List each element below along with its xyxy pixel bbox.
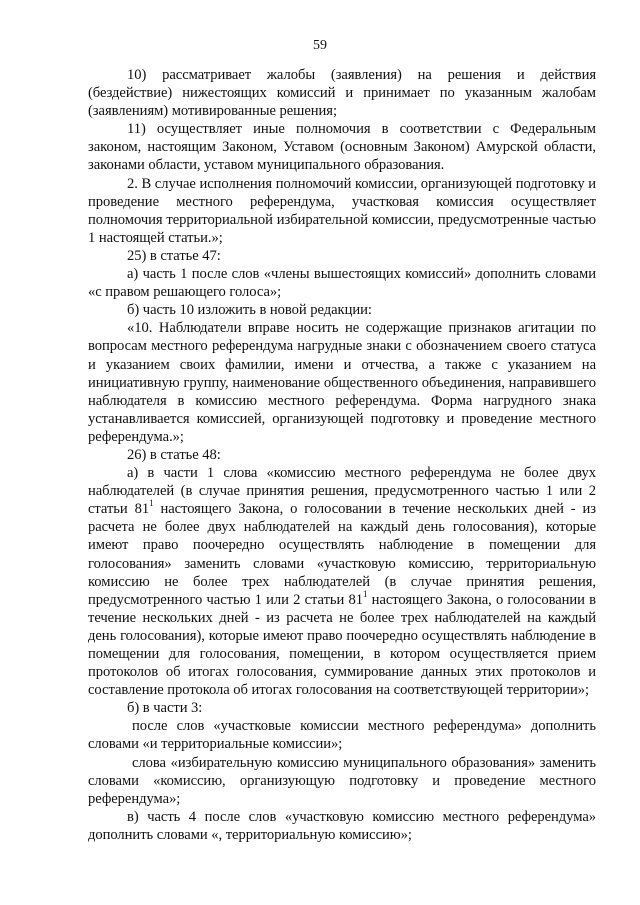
paragraph-item-25: 25) в статье 47:: [127, 247, 221, 264]
paragraph-sub-a: а) часть 1 после слов «члены вышестоящих комиссий» дополнить словами «с правом решающего голоса»;: [88, 266, 596, 301]
paragraph-article48-part1: [88, 464, 596, 699]
paragraph-item-11: 11) осуществляет иные полномочия в соответствии с Федеральным законом, настоящим Законом, Уставом (основным Законом) Амурской области, законами области, уставом муниципального образования.: [88, 121, 596, 174]
article48-text-b: настоящего Закона, о голосовании в течение нескольких дней - из расчета не более двух наблюдателей на каждый день голосования), которые имеют право поочередно осуществлять наблюдение в помещении для голосования» заменить словами «участковую комиссию, территориальную комиссию не более трех наблюдателей (в случае принятия решения, предусмотренного частью 1 или 2 статьи 81: [88, 501, 596, 608]
paragraph-sub-b: б) часть 10 изложить в новой редакции:: [127, 302, 372, 319]
paragraph-part-10-text: «10. Наблюдатели вправе носить не содержащие признаков агитации по вопросам местного референдума нагрудные знаки с обозначением своего статуса и указанием своих фамилии, имени и отчества, а также с указанием на инициативную группу, наименование общественного объединения, направившего наблюдателя в комиссию местного референдума. Форма нагрудного знака устанавливается комиссией, организующей подготовку и проведение местного референдума.»;: [88, 320, 596, 445]
paragraph-item-10: 10) рассматривает жалобы (заявления) на решения и действия (бездействие) нижестоящих комиссий и принимает по указанным жалобам (заявлениям) мотивированные решения;: [88, 67, 596, 120]
article48-text-c: настоящего Закона, о голосовании в течение нескольких дней - из расчета не более трех наблюдателей на каждый день голосования), которые имеют право поочередно осуществлять наблюдение в помещении для голосования, помещении, в котором осуществляется прием протоколов об итогах голосования, суммирование данных этих протоколов и составление протокола об итогах голосования на соответствующей территории»;: [88, 591, 596, 699]
paragraph-part-3-add: после слов «участковые комиссии местного референдума» дополнить словами «и территориальные комиссии»;: [88, 718, 596, 753]
article48-text-a: а) в части 1 слова «комиссию местного референдума не более двух наблюдателей (в случае принятия решения, предусмотренного частью 1 или 2 статьи 81: [88, 465, 596, 518]
document-body: [88, 66, 596, 844]
paragraph-part-3-replace: слова «избирательную комиссию муниципального образования» заменить словами «комиссию, организующую подготовку и проведение местного референдума»;: [88, 754, 596, 807]
paragraph-part-2: 2. В случае исполнения полномочий комиссии, организующей подготовку и проведение местного референдума, участковая комиссия осуществляет полномочия территориальной избирательной комиссии, предусмотренные частью 1 настоящей статьи.»;: [88, 175, 596, 246]
paragraph-part-3: б) в части 3:: [127, 700, 203, 717]
superscript-1: 1: [149, 498, 154, 509]
paragraph-item-26: 26) в статье 48:: [127, 446, 221, 463]
paragraph-part-4: в) часть 4 после слов «участковую комиссию местного референдума» дополнить словами «, территориальную комиссию»;: [88, 808, 596, 843]
superscript-2: 1: [363, 588, 368, 599]
page-number: 59: [313, 38, 327, 53]
